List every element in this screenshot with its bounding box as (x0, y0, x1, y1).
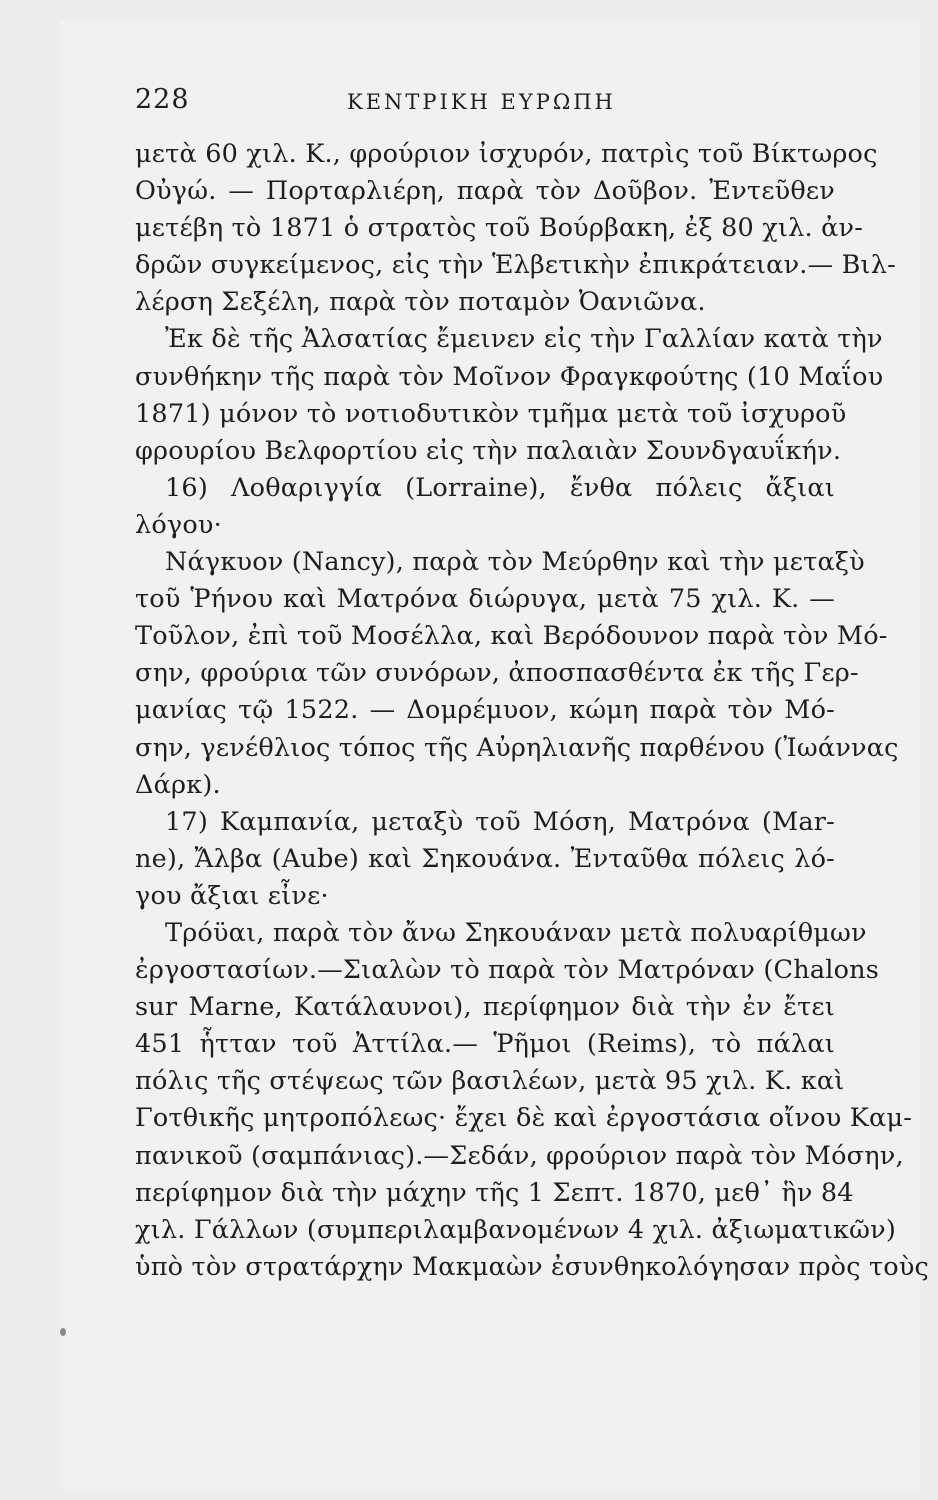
text-line: 1871) μόνον τὸ νοτιοδυτικὸν τμῆμα μετὰ τοῦ ἰσχυροῦ (135, 398, 847, 429)
text-line: σην, γενέθλιος τόπος τῆς Αὐρηλιανῆς παρθένου (Ἰωάννας (135, 732, 899, 763)
text-line: Τοῦλον, ἐπὶ τοῦ Μοσέλλα, καὶ Βερόδουνον παρὰ τὸν Μό- (135, 621, 888, 652)
text-line: ne), Ἄλβα (Aube) καὶ Σηκουάνα. Ἐνταῦθα πόλεις λό- (135, 843, 835, 874)
section-heading-line: 16) Λοθαριγγία (Lorraine), ἔνθα πόλεις ἄξιαι (165, 472, 835, 503)
section-heading-line: 17) Καμπανία, μεταξὺ τοῦ Μόση, Ματρόνα (Mar- (165, 806, 835, 837)
text-line: πανικοῦ (σαμπάνιας).—Σεδάν, φρούριον παρὰ τὸν Μόσην, (135, 1140, 904, 1171)
text-line: ἐργοστασίων.—Σιαλὼν τὸ παρὰ τὸν Ματρόναν (Chalons (135, 955, 880, 986)
text-line: Ἐκ δὲ τῆς Ἀλσατίας ἔμεινεν εἰς τὴν Γαλλίαν κατὰ τὴν (165, 324, 883, 355)
text-line: γου ἄξιαι εἶνε· (135, 880, 329, 911)
page-number: 228 (135, 84, 190, 115)
text-line: ὑπὸ τὸν στρατάρχην Μακμαὼν ἐσυνθηκολόγησαν πρὸς τοὺς (135, 1251, 930, 1282)
text-line: λόγου· (135, 509, 222, 540)
ink-spot (60, 1328, 66, 1336)
text-line: δρῶν συγκείμενος, εἰς τὴν Ἑλβετικὴν ἐπικράτειαν.— Βιλ- (135, 250, 896, 281)
text-line: Τρόϋαι, παρὰ τὸν ἄνω Σηκουάναν μετὰ πολυαρίθμων (165, 917, 867, 948)
text-line: φρουρίου Βελφορτίου εἰς τὴν παλαιὰν Σουνδγαυΐκήν. (135, 435, 842, 466)
text-line: μανίας τῷ 1522. — Δομρέμυον, κώμη παρὰ τὸν Μό- (135, 695, 835, 726)
text-line: 451 ἧτταν τοῦ Ἀττίλα.— Ῥῆμοι (Reims), τὸ πάλαι (135, 1029, 835, 1060)
text-line: περίφημον διὰ τὴν μάχην τῆς 1 Σεπτ. 1870, μεθ᾽ ἣν 84 (135, 1177, 854, 1208)
text-line: πόλις τῆς στέψεως τῶν βασιλέων, μετὰ 95 χιλ. Κ. καὶ (135, 1066, 845, 1097)
running-head: ΚΕΝΤΡΙΚΗ ΕΥΡΩΠΗ (347, 90, 616, 114)
text-line: σην, φρούρια τῶν συνόρων, ἀποσπασθέντα ἐκ τῆς Γερ- (135, 658, 859, 689)
text-line: συνθήκην τῆς παρὰ τὸν Μοῖνον Φραγκφούτης (10 Μαΐου (135, 361, 884, 392)
body-text (135, 136, 930, 1286)
text-line: Γοτθικῆς μητροπόλεως· ἔχει δὲ καὶ ἐργοστάσια οἴνου Καμ- (135, 1103, 913, 1134)
text-line: μετέβη τὸ 1871 ὁ στρατὸς τοῦ Βούρβακη, ἐξ 80 χιλ. ἀν- (135, 213, 864, 244)
text-line: λέρση Σεξέλη, παρὰ τὸν ποταμὸν Ὀανιῶνα. (135, 287, 706, 318)
text-line: Νάγκυον (Nancy), παρὰ τὸν Μεύρθην καὶ τὴν μεταξὺ (165, 547, 865, 578)
text-line: μετὰ 60 χιλ. Κ., φρούριον ἰσχυρόν, πατρὶς τοῦ Βίκτωρος (135, 139, 878, 169)
page-header (135, 84, 835, 120)
text-line: Οὐγώ. — Πορταρλιέρη, παρὰ τὸν Δοῦβον. Ἐντεῦθεν (135, 176, 835, 207)
text-line: Δάρκ). (135, 769, 221, 800)
text-line: χιλ. Γάλλων (συμπεριλαμβανομένων 4 χιλ. ἀξιωματικῶν) (135, 1214, 896, 1245)
text-line: τοῦ Ῥήνου καὶ Ματρόνα διώρυγα, μετὰ 75 χιλ. Κ. — (135, 584, 835, 615)
text-line: sur Marne, Κατάλαυνοι), περίφημον διὰ τὴν ἐν ἔτει (135, 992, 835, 1023)
